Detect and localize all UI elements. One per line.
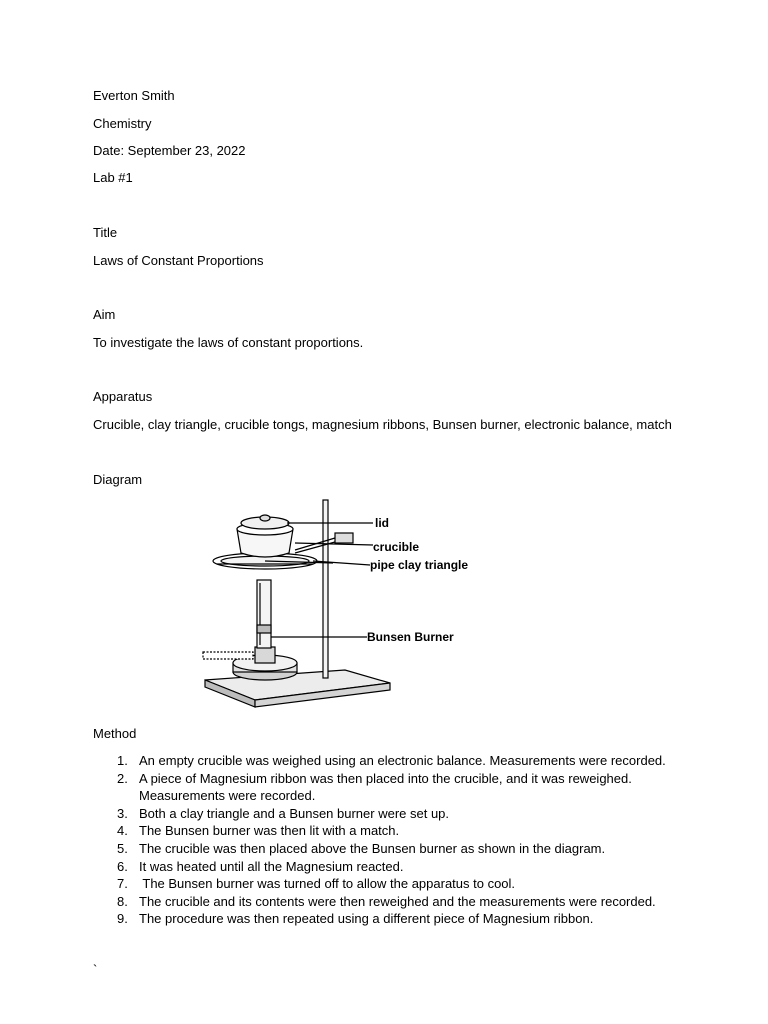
step-text: An empty crucible was weighed using an electronic balance. Measurements were recorded. xyxy=(139,753,666,768)
aim-heading: Aim xyxy=(93,307,116,322)
step-text: Both a clay triangle and a Bunsen burner were set up. xyxy=(139,805,450,821)
apparatus-text: Crucible, clay triangle, crucible tongs, magnesium ribbons, Bunsen burner, electronic balance, match xyxy=(93,417,672,432)
apparatus-diagram xyxy=(195,495,495,720)
diagram-heading: Diagram xyxy=(93,472,143,487)
step-number: 7. xyxy=(117,876,128,892)
label-lid: lid xyxy=(375,516,389,530)
method-step xyxy=(93,805,693,823)
step-number: 9. xyxy=(117,911,128,927)
apparatus-heading: Apparatus xyxy=(93,389,153,404)
step-number: 1. xyxy=(117,753,128,768)
method-step xyxy=(93,752,693,770)
method-step xyxy=(93,893,693,911)
method-heading: Method xyxy=(93,726,137,741)
step-text: The Bunsen burner was turned off to allow the apparatus to cool. xyxy=(139,876,516,892)
label-bunsen-burner: Bunsen Burner xyxy=(367,630,454,644)
step-number: 6. xyxy=(117,858,128,874)
step-number: 8. xyxy=(117,893,128,909)
aim-text: To investigate the laws of constant proportions. xyxy=(93,335,364,350)
title-text: Laws of Constant Proportions xyxy=(93,253,264,268)
lab-number: Lab #1 xyxy=(93,170,133,185)
method-step xyxy=(93,875,693,893)
method-step xyxy=(93,770,693,788)
step-number: 3. xyxy=(117,805,128,821)
step-text: Measurements were recorded. xyxy=(139,788,316,804)
method-step xyxy=(93,840,693,858)
title-heading: Title xyxy=(93,225,118,240)
step-text: The crucible was then placed above the Bunsen burner as shown in the diagram. xyxy=(139,840,606,856)
step-number: 4. xyxy=(117,823,128,839)
step-text: It was heated until all the Magnesium reacted. xyxy=(139,858,404,874)
method-step xyxy=(93,910,693,928)
method-list xyxy=(93,752,693,928)
bunsen-setup-illustration xyxy=(195,495,495,720)
step-number: 5. xyxy=(117,840,128,856)
step-text: The Bunsen burner was then lit with a match. xyxy=(139,823,400,839)
author-name: Everton Smith xyxy=(93,88,175,103)
method-step-continued xyxy=(93,787,693,805)
method-step xyxy=(93,858,693,876)
stray-mark: ` xyxy=(93,962,98,977)
subject: Chemistry xyxy=(93,116,152,131)
label-pipe-clay-triangle: pipe clay triangle xyxy=(370,558,469,572)
step-text: The crucible and its contents were then reweighed and the measurements were recorded. xyxy=(139,893,656,909)
step-text: A piece of Magnesium ribbon was then placed into the crucible, and it was reweighed. xyxy=(139,770,632,786)
step-text: The procedure was then repeated using a different piece of Magnesium ribbon. xyxy=(139,911,594,927)
date-line: Date: September 23, 2022 xyxy=(93,143,246,158)
step-number: 2. xyxy=(117,770,128,786)
label-crucible: crucible xyxy=(373,540,420,554)
method-step xyxy=(93,822,693,840)
